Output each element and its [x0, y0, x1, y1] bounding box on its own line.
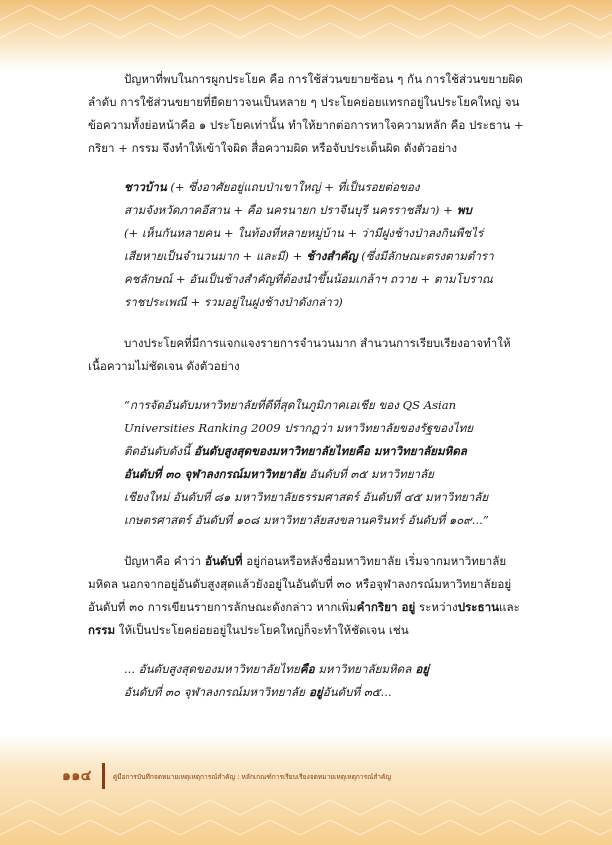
- quote-line: เสียหายเป็นจำนวนมาก + และมี) + ช้างสำคัญ (ซึ่งมีลักษณะตรงตามตำรา: [124, 249, 494, 263]
- footer-title: คู่มือการบันทึกจดหมายเหตุเหตุการณ์สำคัญ : หลักเกณฑ์การเรียบเรียงจดหมายเหตุเหตุการณ์สำคัญ: [112, 772, 392, 781]
- paragraph-problem-intro: [88, 68, 530, 160]
- text-line: ข้อความทั้งย่อหน้าคือ ๑ ประโยคเท่านั้น ทำให้ยากต่อการหาใจความหลัก คือ ประธาน +: [88, 118, 524, 132]
- object-term: ช้างสำคัญ: [302, 249, 358, 263]
- example-quote-2: [88, 394, 530, 532]
- quote-line: “การจัดอันดับมหาวิทยาลัยที่ดีที่สุดในภูมิภาคเอเชีย ของ QS Asian: [124, 398, 457, 412]
- page-footer: [62, 760, 562, 792]
- page-number: ๑๑๔: [62, 768, 92, 784]
- quote-line: ชาวบ้าน (+ ซึ่งอาศัยอยู่แถบป่าเขาใหญ่ + ที่เป็นรอยต่อของ: [124, 180, 420, 194]
- header-wave-pattern: [0, 0, 612, 70]
- quote-line: อันดับที่ ๓๐ จุฬาลงกรณ์มหาวิทยาลัย อยู่อันดับที่ ๓๕...: [124, 685, 392, 699]
- paragraph-listing-issue: [88, 332, 530, 378]
- subject-term: ชาวบ้าน: [124, 180, 167, 194]
- header-decoration: [0, 0, 612, 70]
- text-line: กริยา + กรรม จึงทำให้เข้าใจผิด สื่อความผิด หรือจับประเด็นผิด ดังตัวอย่าง: [88, 141, 458, 155]
- quote-line: Universities Ranking 2009 ปรากฏว่า มหาวิทยาลัยของรัฐของไทย: [124, 421, 474, 435]
- verb-term: พบ: [452, 203, 472, 217]
- quote-line: เชียงใหม่ อันดับที่ ๘๑ มหาวิทยาลัยธรรมศาสตร์ อันดับที่ ๔๕ มหาวิทยาลัย: [124, 490, 489, 504]
- text-line: ลำดับ การใช้ส่วนขยายที่ยืดยาวจนเป็นหลาย ๆ ประโยคย่อยแทรกอยู่ในประโยคใหญ่ จน: [88, 95, 520, 109]
- text-line: มหิดล นอกจากอยู่อันดับสูงสุดแล้วยังอยู่ในอันดับที่ ๓๐ หรือจุฬาลงกรณ์มหาวิทยาลัยอยู่: [88, 577, 512, 591]
- example-quote-3: [88, 658, 530, 704]
- footer-wave-pattern: [0, 785, 612, 845]
- text-line: อันดับที่ ๓๐ การเขียนรายการลักษณะดังกล่าว หากเพิ่มคำกริยา อยู่ ระหว่างประธานและ: [88, 600, 520, 614]
- quote-line: คชลักษณ์ + อันเป็นช้างสำคัญที่ต้องนำขึ้นน้อมเกล้าฯ ถวาย + ตามโบราณ: [124, 272, 493, 286]
- quote-line: ติดอันดับดังนี้ อันดับสูงสุดของมหาวิทยาลัยไทยคือ มหาวิทยาลัยมหิดล: [124, 444, 467, 458]
- text-line: ปัญหาที่พบในการผูกประโยค คือ การใช้ส่วนขยายซ้อน ๆ กัน การใช้ส่วนขยายผิด: [124, 72, 523, 86]
- example-quote-1: [88, 176, 530, 314]
- paragraph-problem-explanation: [88, 550, 530, 642]
- quote-line: (+ เห็นกันหลายคน + ในท้องที่หลายหมู่บ้าน + ว่ามีฝูงช้างป่าลงกินพืชไร่: [124, 226, 484, 240]
- quote-line: เกษตรศาสตร์ อันดับที่ ๑๐๘ มหาวิทยาลัยสงขลานครินทร์ อันดับที่ ๑๐๙...”: [124, 513, 489, 527]
- footer-divider: [102, 763, 105, 789]
- text-line: ปัญหาคือ คำว่า อันดับที่ อยู่ก่อนหรือหลังชื่อมหาวิทยาลัย เริ่มจากมหาวิทยาลัย: [124, 554, 507, 568]
- quote-line: อันดับที่ ๓๐ จุฬาลงกรณ์มหาวิทยาลัย อันดับที่ ๓๕ มหาวิทยาลัย: [124, 467, 434, 481]
- text-line: กรรม ให้เป็นประโยคย่อยอยู่ในประโยคใหญ่ก็จะทำให้ชัดเจน เช่น: [88, 623, 409, 637]
- quote-line: ... อันดับสูงสุดของมหาวิทยาลัยไทยคือ มหาวิทยาลัยมหิดล อยู่: [124, 662, 430, 676]
- quote-line: สามจังหวัดภาคอีสาน + คือ นครนายก ปราจีนบุรี นครราชสีมา) + พบ: [124, 203, 472, 217]
- quote-line: ราชประเพณี + รวมอยู่ในฝูงช้างป่าดังกล่าว): [124, 295, 343, 309]
- text-line: เนื้อความไม่ชัดเจน ดังตัวอย่าง: [88, 359, 240, 373]
- text-line: บางประโยคที่มีการแจกแจงรายการจำนวนมาก สำนวนการเรียบเรียงอาจทำให้: [124, 336, 511, 350]
- page-body: [88, 68, 530, 704]
